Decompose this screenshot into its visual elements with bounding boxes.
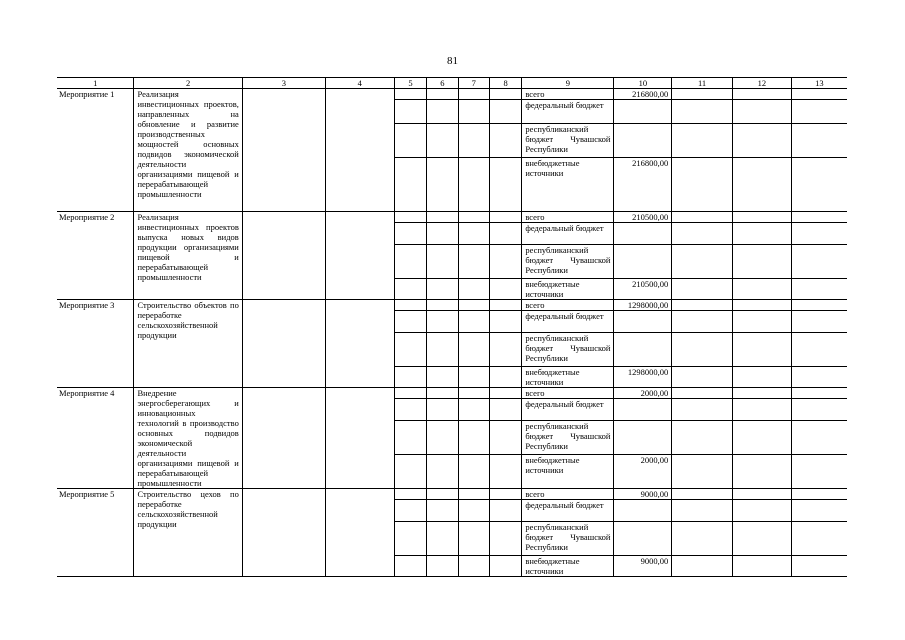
cell-col-11 [672,522,733,556]
cell-col-13 [791,124,847,158]
cell-col-8 [489,223,521,245]
cell-col-5 [394,100,426,124]
table-row [57,89,847,100]
cell-col-5 [394,399,426,421]
cell-col-12 [732,455,791,489]
cell-col-6 [427,300,458,311]
cell-col-13 [791,100,847,124]
cell-col-11 [672,100,733,124]
cell-col-12 [732,300,791,311]
cell-col-7 [458,311,489,333]
cell-col-8 [489,556,521,577]
cell-col-5 [394,279,426,300]
column-number: 6 [427,78,458,89]
cell-col-3 [242,300,325,388]
funding-source: внебюджетные источники [522,279,614,300]
cell-col-12 [732,522,791,556]
funding-source: всего [522,212,614,223]
activity-label: Мероприятие 1 [57,89,134,212]
cell-col-7 [458,500,489,522]
cell-col-4 [325,212,394,300]
cell-col-12 [732,279,791,300]
funding-source: всего [522,300,614,311]
funding-amount: 9000,00 [614,489,672,500]
funding-amount [614,522,672,556]
funding-source: республиканский бюджет Чувашской Республики [522,245,614,279]
cell-col-13 [791,367,847,388]
cell-col-6 [427,158,458,212]
funding-amount: 1298000,00 [614,367,672,388]
cell-col-11 [672,223,733,245]
funding-source: внебюджетные источники [522,556,614,577]
cell-col-12 [732,367,791,388]
cell-col-7 [458,421,489,455]
funding-source: федеральный бюджет [522,399,614,421]
cell-col-8 [489,500,521,522]
funding-amount [614,311,672,333]
cell-col-12 [732,158,791,212]
cell-col-7 [458,388,489,399]
cell-col-7 [458,100,489,124]
cell-col-6 [427,89,458,100]
cell-col-7 [458,279,489,300]
cell-col-13 [791,158,847,212]
cell-col-7 [458,245,489,279]
cell-col-12 [732,89,791,100]
funding-amount: 1298000,00 [614,300,672,311]
cell-col-11 [672,124,733,158]
cell-col-5 [394,500,426,522]
cell-col-12 [732,100,791,124]
column-number: 8 [489,78,521,89]
cell-col-11 [672,89,733,100]
funding-source: федеральный бюджет [522,223,614,245]
column-number: 12 [732,78,791,89]
cell-col-3 [242,388,325,489]
cell-col-12 [732,399,791,421]
cell-col-5 [394,455,426,489]
cell-col-11 [672,245,733,279]
cell-col-12 [732,124,791,158]
cell-col-5 [394,124,426,158]
funding-source: всего [522,388,614,399]
funding-amount [614,333,672,367]
cell-col-6 [427,455,458,489]
cell-col-11 [672,556,733,577]
cell-col-8 [489,158,521,212]
cell-col-11 [672,158,733,212]
cell-col-8 [489,388,521,399]
funding-amount: 216800,00 [614,89,672,100]
table-row [57,388,847,399]
funding-amount [614,399,672,421]
cell-col-12 [732,212,791,223]
cell-col-8 [489,100,521,124]
funding-source: республиканский бюджет Чувашской Республики [522,124,614,158]
cell-col-6 [427,489,458,500]
funding-source: республиканский бюджет Чувашской Республики [522,333,614,367]
column-number: 3 [242,78,325,89]
column-number: 2 [134,78,242,89]
activity-description: Строительство объектов по переработке сельскохозяйственной продукции [134,300,242,388]
activity-description: Реализация инвестиционных проектов, направленных на обновление и развитие производственных мощностей основных подвидов экономической деятельности организациями пищевой и перерабатывающей промышленности [134,89,242,212]
cell-col-5 [394,522,426,556]
cell-col-8 [489,333,521,367]
cell-col-3 [242,89,325,212]
cell-col-6 [427,333,458,367]
funding-amount: 216800,00 [614,158,672,212]
activity-description: Внедрение энергосберегающих и инновационных технологий в производство основных подвидов экономической деятельности организациями пищевой и перерабатывающей промышленности [134,388,242,489]
table-row [57,489,847,500]
funding-amount: 210500,00 [614,212,672,223]
cell-col-13 [791,245,847,279]
cell-col-7 [458,367,489,388]
funding-source: всего [522,89,614,100]
cell-col-12 [732,223,791,245]
column-number: 4 [325,78,394,89]
cell-col-4 [325,300,394,388]
funding-source: федеральный бюджет [522,311,614,333]
cell-col-5 [394,333,426,367]
cell-col-8 [489,245,521,279]
cell-col-5 [394,300,426,311]
funding-amount [614,223,672,245]
cell-col-11 [672,300,733,311]
cell-col-13 [791,311,847,333]
cell-col-13 [791,212,847,223]
cell-col-8 [489,455,521,489]
cell-col-8 [489,89,521,100]
cell-col-13 [791,556,847,577]
cell-col-12 [732,489,791,500]
funding-amount: 210500,00 [614,279,672,300]
cell-col-6 [427,100,458,124]
cell-col-5 [394,223,426,245]
cell-col-12 [732,556,791,577]
cell-col-8 [489,212,521,223]
cell-col-4 [325,388,394,489]
activity-label: Мероприятие 2 [57,212,134,300]
activity-label: Мероприятие 5 [57,489,134,577]
cell-col-11 [672,388,733,399]
column-number: 9 [522,78,614,89]
column-number: 11 [672,78,733,89]
cell-col-6 [427,311,458,333]
cell-col-5 [394,89,426,100]
cell-col-5 [394,212,426,223]
column-number: 13 [791,78,847,89]
cell-col-5 [394,311,426,333]
cell-col-13 [791,279,847,300]
cell-col-8 [489,311,521,333]
cell-col-7 [458,89,489,100]
cell-col-5 [394,158,426,212]
cell-col-5 [394,421,426,455]
cell-col-6 [427,556,458,577]
funding-source: федеральный бюджет [522,500,614,522]
cell-col-4 [325,89,394,212]
cell-col-8 [489,300,521,311]
cell-col-13 [791,89,847,100]
column-number: 10 [614,78,672,89]
cell-col-8 [489,421,521,455]
funding-source: внебюджетные источники [522,367,614,388]
cell-col-6 [427,388,458,399]
financing-table [57,77,847,577]
cell-col-13 [791,388,847,399]
cell-col-11 [672,500,733,522]
cell-col-3 [242,212,325,300]
funding-source: внебюджетные источники [522,455,614,489]
cell-col-6 [427,421,458,455]
funding-amount [614,421,672,455]
cell-col-7 [458,399,489,421]
cell-col-6 [427,245,458,279]
cell-col-8 [489,522,521,556]
cell-col-6 [427,223,458,245]
cell-col-11 [672,367,733,388]
activity-label: Мероприятие 3 [57,300,134,388]
cell-col-5 [394,489,426,500]
cell-col-12 [732,245,791,279]
cell-col-7 [458,522,489,556]
funding-source: внебюджетные источники [522,158,614,212]
cell-col-6 [427,279,458,300]
cell-col-7 [458,212,489,223]
cell-col-6 [427,212,458,223]
cell-col-5 [394,556,426,577]
cell-col-11 [672,421,733,455]
cell-col-3 [242,489,325,577]
column-number-row [57,78,847,89]
funding-amount: 9000,00 [614,556,672,577]
column-number: 7 [458,78,489,89]
cell-col-13 [791,500,847,522]
cell-col-11 [672,455,733,489]
column-number: 5 [394,78,426,89]
funding-amount [614,124,672,158]
funding-amount: 2000,00 [614,388,672,399]
cell-col-7 [458,333,489,367]
cell-col-11 [672,212,733,223]
cell-col-5 [394,388,426,399]
column-number: 1 [57,78,134,89]
cell-col-11 [672,399,733,421]
funding-source: республиканский бюджет Чувашской Республики [522,522,614,556]
cell-col-12 [732,333,791,367]
funding-amount [614,500,672,522]
activity-label: Мероприятие 4 [57,388,134,489]
cell-col-12 [732,500,791,522]
cell-col-13 [791,223,847,245]
cell-col-12 [732,421,791,455]
cell-col-13 [791,455,847,489]
cell-col-11 [672,311,733,333]
cell-col-12 [732,388,791,399]
funding-amount [614,100,672,124]
funding-source: всего [522,489,614,500]
cell-col-4 [325,489,394,577]
activity-description: Реализация инвестиционных проектов выпуска новых видов продукции организациями пищевой и перерабатывающей промышленности [134,212,242,300]
cell-col-7 [458,300,489,311]
cell-col-11 [672,279,733,300]
cell-col-13 [791,421,847,455]
cell-col-13 [791,333,847,367]
funding-source: федеральный бюджет [522,100,614,124]
cell-col-7 [458,489,489,500]
cell-col-5 [394,367,426,388]
table-row [57,212,847,223]
cell-col-5 [394,245,426,279]
cell-col-13 [791,399,847,421]
cell-col-8 [489,124,521,158]
cell-col-6 [427,500,458,522]
page-number: 81 [447,55,458,67]
cell-col-13 [791,300,847,311]
cell-col-7 [458,124,489,158]
cell-col-12 [732,311,791,333]
cell-col-7 [458,556,489,577]
cell-col-13 [791,522,847,556]
cell-col-8 [489,367,521,388]
cell-col-13 [791,489,847,500]
cell-col-6 [427,399,458,421]
cell-col-8 [489,279,521,300]
activity-description: Строительство цехов по переработке сельскохозяйственной продукции [134,489,242,577]
funding-source: республиканский бюджет Чувашской Республики [522,421,614,455]
funding-amount: 2000,00 [614,455,672,489]
cell-col-8 [489,399,521,421]
cell-col-11 [672,489,733,500]
cell-col-7 [458,158,489,212]
cell-col-6 [427,124,458,158]
cell-col-8 [489,489,521,500]
cell-col-7 [458,455,489,489]
cell-col-6 [427,522,458,556]
funding-amount [614,245,672,279]
table-row [57,300,847,311]
cell-col-7 [458,223,489,245]
cell-col-11 [672,333,733,367]
cell-col-6 [427,367,458,388]
